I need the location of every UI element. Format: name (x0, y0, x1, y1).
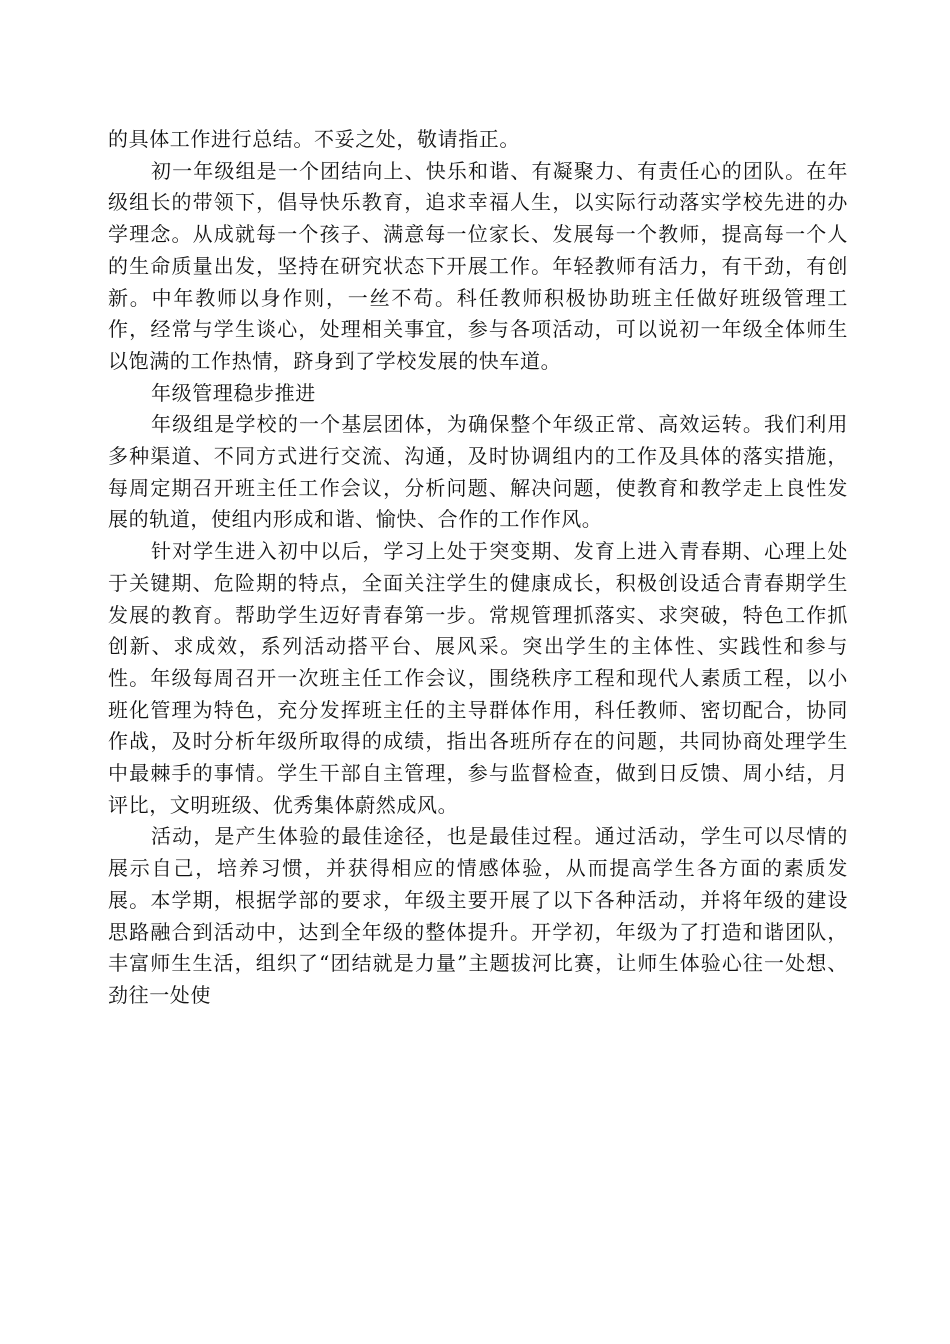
section-heading: 年级管理稳步推进 (151, 380, 316, 405)
paragraph-activities: 活动，是产生体验的最佳途径，也是最佳过程。通过活动，学生可以尽情的展示自己，培养习惯，并获得相应的情感体验，从而提高学生各方面的素质发展。本学期，根据学部的要求，年级主要开展了以下各种活动，并将年级的建设思路融合到活动中，达到全年级的整体提升。开学初，年级为了打造和谐团队，丰富师生生活，组织了“团结就是力量”主题拔河比赛，让师生体验心往一处想、劲往一处使 (108, 824, 848, 1007)
paragraph-grade-group: 年级组是学校的一个基层团体，为确保整个年级正常、高效运转。我们利用多种渠道、不同方式进行交流、沟通，及时协调组内的工作及具体的落实措施，每周定期召开班主任工作会议，分析问题、解决问题，使教育和教学走上良性发展的轨道，使组内形成和谐、愉快、合作的工作作风。 (108, 412, 848, 532)
document-body (108, 124, 848, 1012)
paragraph-continuation: 的具体工作进行总结。不妥之处，敬请指正。 (108, 127, 520, 151)
paragraph-student-management: 针对学生进入初中以后，学习上处于突变期、发育上进入青春期、心理上处于关键期、危险期的特点，全面关注学生的健康成长，积极创设适合青春期学生发展的教育。帮助学生迈好青春第一步。常规管理抓落实、求突破，特色工作抓创新、求成效，系列活动搭平台、展风采。突出学生的主体性、实践性和参与性。年级每周召开一次班主任工作会议，围绕秩序工程和现代人素质工程，以小班化管理为特色，充分发挥班主任的主导群体作用，科任教师、密切配合，协同作战，及时分析年级所取得的成绩，指出各班所存在的问题，共同协商处理学生中最棘手的事情。学生干部自主管理，参与监督检查，做到日反馈、周小结，月评比，文明班级、优秀集体蔚然成风。 (108, 539, 848, 817)
paragraph-team-intro: 初一年级组是一个团结向上、快乐和谐、有凝聚力、有责任心的团队。在年级组长的带领下，倡导快乐教育，追求幸福人生，以实际行动落实学校先进的办学理念。从成就每一个孩子、满意每一位家长、发展每一个教师，提高每一个人的生命质量出发，坚持在研究状态下开展工作。年轻教师有活力，有干劲，有创新。中年教师以身作则，一丝不苟。科任教师积极协助班主任做好班级管理工作，经常与学生谈心，处理相关事宜，参与各项活动，可以说初一年级全体师生以饱满的工作热情，跻身到了学校发展的快车道。 (108, 158, 848, 373)
